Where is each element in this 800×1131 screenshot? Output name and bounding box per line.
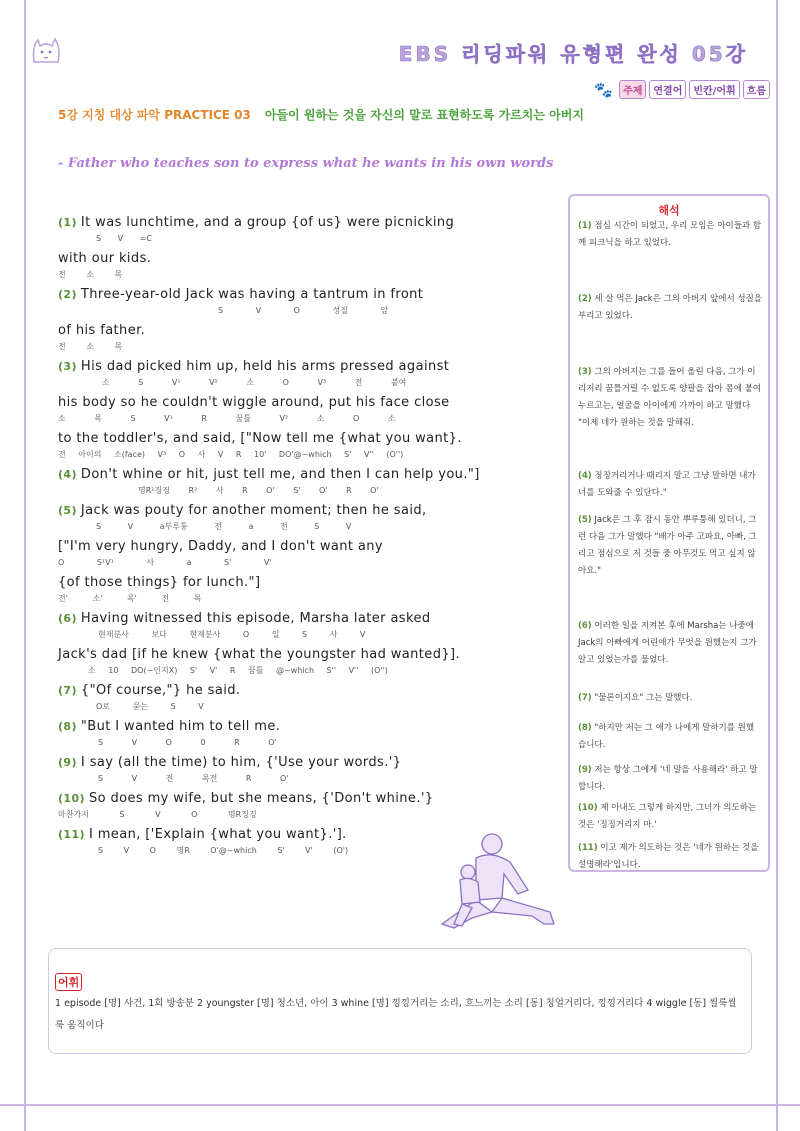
grammar-annotation: S V 전 목전 R O' <box>98 774 289 783</box>
tag-connector[interactable]: 연결어 <box>649 80 686 99</box>
sentence-number: (6) <box>58 612 77 625</box>
grammar-annotation: S V O 명R O'@~which S' V' (O') <box>98 846 349 855</box>
grammar-annotation: O S¹V¹ 사 a S' V' <box>58 558 272 567</box>
sentence-line <box>58 466 563 484</box>
sentence-text: his body so he couldn't wiggle around, put his face close <box>58 395 450 410</box>
page-title: EBS 리딩파워 유형편 완성 05강 <box>398 42 748 66</box>
father-son-illustration-icon <box>432 828 564 936</box>
grammar-annotation: 소 S V¹ V² 소 O V³ 전 붙여 <box>102 378 407 387</box>
sentence-line <box>58 358 563 376</box>
bottom-border-line <box>0 1104 800 1106</box>
translation-panel <box>568 194 770 872</box>
sentence-text: His dad picked him up, held his arms pressed against <box>80 359 450 374</box>
sentence-text: Jack was pouty for another moment; then he said, <box>80 503 427 518</box>
grammar-annotation: S V O 0 R O' <box>98 738 277 747</box>
translation-item: (4) 징징거리거나 때리지 말고 그냥 말하면 내가 너를 도와줄 수 있단다." <box>578 471 756 498</box>
grammar-annotation: S V a부루퉁 전 a 전 S V <box>96 522 352 531</box>
sentence-text: Jack's dad [if he knew {what the youngster had wanted}]. <box>58 647 461 662</box>
tag-blank-vocab[interactable]: 빈칸/어휘 <box>689 80 739 99</box>
translation-item: (7) "물론이지요" 그는 말했다. <box>578 693 693 703</box>
sentence-text: to the toddler's, and said, ["Now tell me {what you want}. <box>58 431 462 446</box>
left-border-line <box>24 0 26 1131</box>
sentence-text: I mean, ['Explain {what you want}.']. <box>88 827 347 842</box>
sentence-line <box>58 538 563 556</box>
translation-item: (10) 제 아내도 그렇게 하지만, 그녀가 의도하는 것은 '징징거리지 마.' <box>578 803 757 830</box>
sentence-text: of his father. <box>58 323 146 338</box>
tag-flow[interactable]: 흐름 <box>743 80 770 99</box>
translation-heading: 해석 <box>658 204 680 217</box>
vocabulary-list: 1 episode [명] 사건, 1회 방송분 2 youngster [명] 청소년, 아이 3 whine [명] 낑낑거리는 소리, 흐느끼는 소리 [동] 칭얼거리다, 낑낑거리다 4 wiggle [동] 씰룩씰룩 움직이다 <box>55 998 737 1031</box>
sentence-number: (2) <box>58 288 77 301</box>
sentence-line <box>58 502 563 520</box>
grammar-annotation: 전 소 목 <box>58 342 123 351</box>
sentence-line <box>58 610 563 628</box>
sentence-number: (4) <box>58 468 77 481</box>
translation-item: (3) 그의 아버지는 그를 들어 올린 다음, 그가 이리저리 꿈틀거릴 수 없도록 양팔을 잡아 몸에 붙여 누르고는, 얼굴을 아이에게 가까이 하고 말했다 "이제 네가 원하는 것을 말해줘. <box>578 367 762 428</box>
sentence-text: {of those things} for lunch."] <box>58 575 261 590</box>
sentence-text: "But I wanted him to tell me. <box>80 719 281 734</box>
vocabulary-box <box>48 948 752 1054</box>
grammar-annotation: 전' 소' 목' 전 목 <box>58 594 202 603</box>
sentence-number: (3) <box>58 360 77 373</box>
passage <box>58 214 563 862</box>
cat-logo-icon <box>28 32 64 68</box>
translation-item: (6) 이러한 일을 지켜본 후에 Marsha는 나중에 Jack의 아빠에게 어린애가 무엇을 원했는지 그가 알고 있었는가를 물었다. <box>578 621 757 665</box>
sentence-text: Having witnessed this episode, Marsha later asked <box>80 611 431 626</box>
english-subtitle: - Father who teaches son to express what he wants in his own words <box>58 156 554 171</box>
sentence-number: (5) <box>58 504 77 517</box>
grammar-annotation: 마찬가지 S V O 명R징징 <box>58 810 257 819</box>
grammar-annotation: 명R¹징징 R² 사 R O' S' O' R O' <box>138 486 379 495</box>
sentence-text: Don't whine or hit, just tell me, and then I can help you."] <box>80 467 480 482</box>
sentence-number: (8) <box>58 720 77 733</box>
vocabulary-title: 어휘 <box>55 973 82 991</box>
grammar-annotation: 전 소 목 <box>58 270 123 279</box>
sentence-text: It was lunchtime, and a group {of us} were picnicking <box>80 215 455 230</box>
translation-item: (9) 저는 항상 그에게 '네 말을 사용해라' 하고 말합니다. <box>578 765 758 792</box>
translation-item: (1) 점심 시간이 되었고, 우리 모임은 아이들과 함께 피크닉을 하고 있었다. <box>578 221 762 248</box>
sentence-number: (7) <box>58 684 77 697</box>
paw-icon: 🐾 <box>594 80 614 99</box>
sentence-line <box>58 646 563 664</box>
grammar-annotation: S V O 성질 앞 <box>218 306 389 315</box>
translation-item: (8) "하지만 저는 그 애가 나에게 말하기를 원했습니다. <box>578 723 755 750</box>
sentence-line <box>58 286 563 304</box>
sentence-text: {"Of course,"} he said. <box>80 683 241 698</box>
sentence-text: I say (all the time) to him, {'Use your words.'} <box>80 755 402 770</box>
sentence-number: (9) <box>58 756 77 769</box>
sentence-text: So does my wife, but she means, {'Don't whine.'} <box>88 791 434 806</box>
sentence-line <box>58 394 563 412</box>
grammar-annotation: 전 아이의 소(face) V³ O 사 V R 10' DO'@~which S' V'' (O'') <box>58 450 404 459</box>
sentence-line <box>58 718 563 736</box>
sentence-line <box>58 322 563 340</box>
sentence-line <box>58 790 563 808</box>
tag-topic[interactable]: 주제 <box>619 80 646 99</box>
sentence-line <box>58 754 563 772</box>
sentence-number: (1) <box>58 216 77 229</box>
sentence-line <box>58 214 563 232</box>
right-border-line <box>776 0 778 1131</box>
grammar-annotation: O로 묻는 S V <box>96 702 204 711</box>
sentence-text: Three-year-old Jack was having a tantrum in front <box>80 287 424 302</box>
sentence-text: with our kids. <box>58 251 152 266</box>
grammar-annotation: 소 목 S V¹ R 꿈틀 V² 소 O 소 <box>58 414 396 423</box>
sentence-number: (11) <box>58 828 85 841</box>
grammar-annotation: 소 10 DO(~인지X) S' V' R 꿈틀 @~which S'' V'' (O'') <box>88 666 388 675</box>
sentence-number: (10) <box>58 792 85 805</box>
subtitle-label: 5강 지칭 대상 파악 PRACTICE 03 <box>58 108 251 122</box>
translation-item: (11) 이고 제가 의도하는 것은 '네가 원하는 것을 설명해라'입니다. <box>578 843 759 870</box>
sentence-line <box>58 430 563 448</box>
grammar-annotation: S V =C <box>96 234 152 243</box>
sentence-line <box>58 574 563 592</box>
section-subtitle <box>58 106 584 123</box>
translation-item: (5) Jack은 그 후 잠시 동안 뿌루퉁해 있더니, 그런 다음 그가 말했다 "배가 아주 고파요, 아빠, 그리고 점심으로 저 것들 중 아무것도 먹고 싶지 않아요." <box>578 515 757 576</box>
sentence-line <box>58 250 563 268</box>
category-tags <box>594 80 770 99</box>
translation-item: (2) 세 살 먹은 Jack은 그의 아버지 앞에서 성질을 부리고 있었다. <box>578 294 762 321</box>
sentence-line <box>58 682 563 700</box>
subtitle-korean: 아들이 원하는 것을 자신의 말로 표현하도록 가르치는 아버지 <box>264 108 584 122</box>
sentence-text: ["I'm very hungry, Daddy, and I don't want any <box>58 539 383 554</box>
grammar-annotation: 현재분사 보다 현재분사 O 일 S 사 V <box>98 630 366 639</box>
